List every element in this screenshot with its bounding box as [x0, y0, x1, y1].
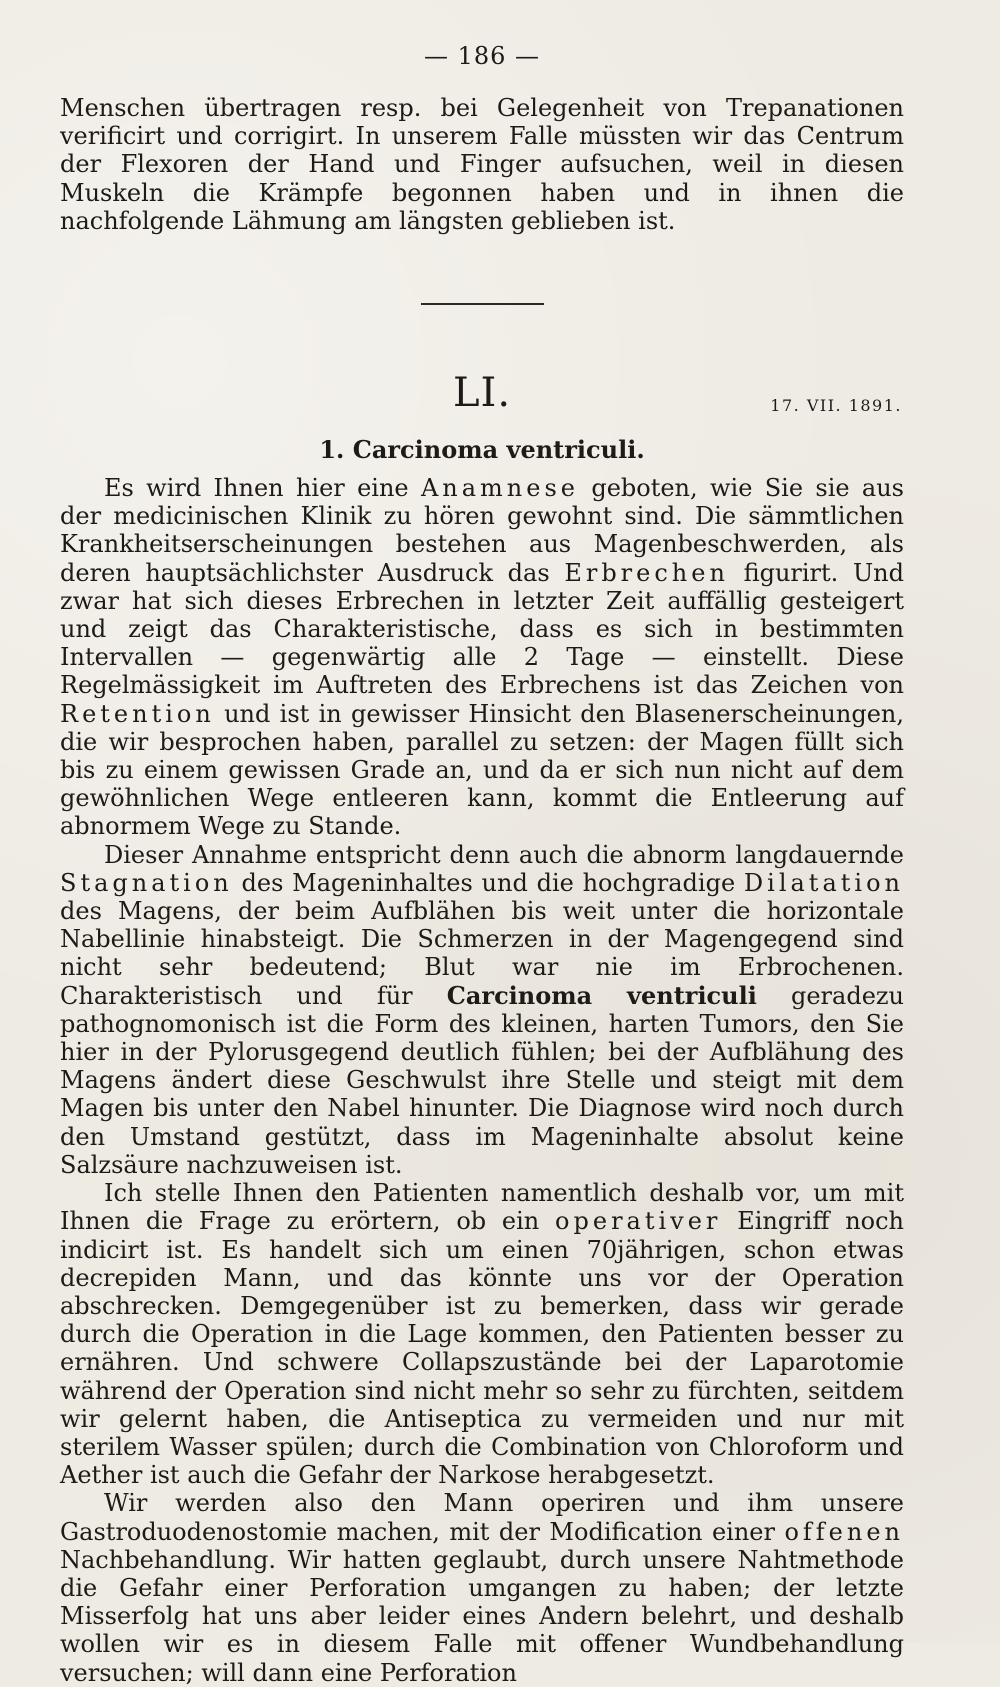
- text-run: des Magens, der beim Aufblähen bis weit unter die horizontale Nabellinie hinabsteigt. Die Schmerzen in der Magengegend sind nicht sehr bedeutend; Blut war nie im Erbrochenen. Charakteristisch und für: [60, 897, 904, 1010]
- text-run: geradezu pathognomonisch ist die Form des kleinen, harten Tumors, den Sie hier in der Pylorusgegend deutlich fühlen; bei der Aufblähung des Magens ändert diese Geschwulst ihre Stelle und steigt mit dem Magen bis unter den Nabel hinunter. Die Diagnose wird noch durch den Umstand gestützt, dass im Mageninhalte absolut keine Salzsäure nachzuweisen ist.: [60, 981, 904, 1179]
- text-run: geboten, wie Sie sie aus der medicinischen Klinik zu hören gewohnt sind. Die sämmtlichen Krankheitserscheinungen bestehen aus Magenbeschwerden, als deren hauptsächlichster Ausdruck das: [60, 474, 904, 587]
- emphasis-text: Erbrechen: [564, 558, 729, 587]
- page-number: — 186 —: [423, 42, 541, 70]
- intro-paragraph: Menschen übertragen resp. bei Gelegenheit von Trepanationen verificirt und corrigirt. In unserem Falle müssten wir das Centrum der Flexoren der Hand und Finger aufsuchen, weil in diesen Muskeln die Krämpfe begonnen haben und in ihnen die nachfolgende Lähmung am längsten geblieben ist.: [60, 94, 904, 235]
- emphasis-text: Retention: [60, 699, 215, 728]
- paragraph-operation-plan: [60, 1489, 904, 1686]
- text-run: Eingriff noch indicirt ist. Es handelt sich um einen 70jährigen, schon etwas decrepiden Mann, und das könnte uns vor der Operation abschrecken. Demgegenüber ist zu bemerken, dass wir gerade durch die Operation in die Lage kommen, den Patienten besser zu ernähren. Und schwere Collapszustände bei der Laparotomie während der Operation sind nicht mehr so sehr zu fürchten, seitdem wir gelernt haben, die Antiseptica zu vermeiden und nur mit sterilem Wasser spülen; durch die Combination von Chloroform und Aether ist auch die Gefahr der Narkose herabgesetzt.: [60, 1207, 904, 1490]
- emphasis-text: Anamnese: [420, 474, 579, 503]
- emphasis-text: operativer: [555, 1207, 722, 1236]
- paragraph-anamnesis: [60, 474, 904, 841]
- text-run: Nachbehandlung. Wir hatten geglaubt, durch unsere Nahtmethode die Gefahr einer Perforation umgangen zu haben; der letzte Misserfolg hat uns aber leider eines Andern belehrt, und deshalb wollen wir es in diesem Falle mit offener Wundbehandlung versuchen; will dann eine Perforation: [60, 1545, 904, 1687]
- section-divider: [421, 303, 544, 305]
- text-run: und ist in gewisser Hinsicht den Blasenerscheinungen, die wir besprochen haben, parallel zu setzen: der Magen füllt sich bis zu einem gewissen Grade an, und da er sich nun nicht auf dem gewöhnlichen Wege entleeren kann, kommt die Entleerung auf abnormem Wege zu Stande.: [60, 699, 904, 841]
- emphasis-text: offenen: [784, 1517, 904, 1546]
- section-number: LI.: [452, 370, 512, 417]
- text-run: Dieser Annahme entspricht denn auch die abnorm langdauernde: [104, 840, 904, 869]
- paragraph-operation-question: [60, 1179, 904, 1489]
- text-run: figurirt. Und zwar hat sich dieses Erbrechen in letzter Zeit auffällig gesteigert und zeigt das Charakteristische, dass es sich in bestimmten Intervallen — gegenwärtig alle 2 Tage — einstellt. Diese Regelmässigkeit im Auftreten des Erbrechens ist das Zeichen von: [60, 558, 904, 700]
- section-title: 1. Carcinoma ventriculi.: [319, 435, 645, 465]
- bold-term: Carcinoma ventriculi: [446, 980, 757, 1010]
- text-run: Es wird Ihnen hier eine: [104, 474, 421, 503]
- lecture-date: 17. VII. 1891.: [770, 396, 902, 416]
- text-run: Wir werden also den Mann operiren und ihm unsere Gastroduodenostomie machen, mit der Modification einer: [60, 1489, 904, 1546]
- emphasis-text: Stagnation: [60, 868, 233, 897]
- text-run: Ich stelle Ihnen den Patienten namentlich deshalb vor, um mit Ihnen die Frage zu erörtern, ob ein: [60, 1179, 904, 1236]
- paragraph-diagnosis: [60, 841, 904, 1179]
- text-run: des Mageninhaltes und die hochgradige: [232, 868, 744, 897]
- section-header: [60, 369, 904, 417]
- emphasis-text: Dilatation: [743, 868, 904, 897]
